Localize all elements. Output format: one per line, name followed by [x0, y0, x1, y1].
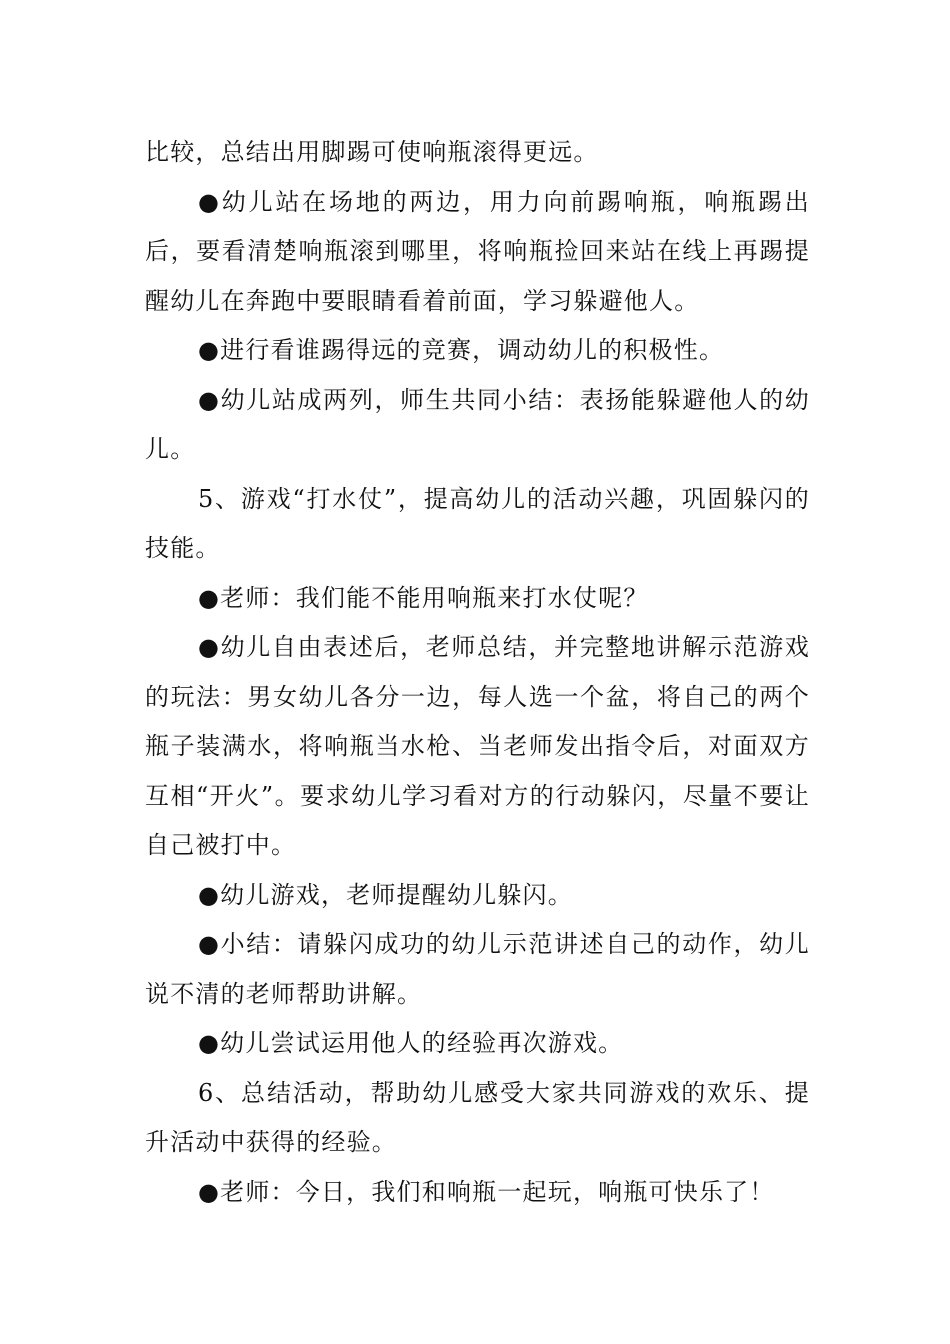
paragraph-4: ●幼儿站成两列，师生共同小结：表扬能躲避他人的幼儿。: [145, 385, 810, 463]
paragraph-9: ●小结：请躲闪成功的幼儿示范讲述自己的动作，幼儿说不清的老师帮助讲解。: [145, 930, 810, 1008]
paragraph-8: ●幼儿游戏，老师提醒幼儿躲闪。: [198, 880, 573, 909]
paragraph-7: ●幼儿自由表述后，老师总结，并完整地讲解示范游戏的玩法：男女幼儿各分一边，每人选一个盆，将自己的两个瓶子装满水，将响瓶当水枪、当老师发出指令后，对面双方互相“开火”。要求幼儿学习看对方的行动躲闪，尽量不要让自己被打中。: [145, 633, 810, 859]
paragraph-6: ●老师：我们能不能用响瓶来打水仗呢？: [198, 583, 649, 612]
paragraph-5: 5、游戏“打水仗”，提高幼儿的活动兴趣，巩固躲闪的技能。: [145, 484, 810, 562]
paragraph-3: ●进行看谁踢得远的竞赛，调动幼儿的积极性。: [198, 336, 725, 364]
paragraph-12: ●老师：今日，我们和响瓶一起玩，响瓶可快乐了！: [198, 1177, 775, 1206]
paragraph-11: 6、总结活动，帮助幼儿感受大家共同游戏的欢乐、提升活动中获得的经验。: [145, 1078, 810, 1156]
document-body: [145, 128, 810, 1217]
paragraph-2: ●幼儿站在场地的两边，用力向前踢响瓶，响瓶踢出后，要看清楚响瓶滚到哪里，将响瓶捡回来站在线上再踢提醒幼儿在奔跑中要眼睛看着前面，学习躲避他人。: [145, 187, 810, 315]
paragraph-10: ●幼儿尝试运用他人的经验再次游戏。: [198, 1029, 624, 1057]
paragraph-1: 比较，总结出用脚踢可使响瓶滚得更远。: [145, 138, 599, 166]
